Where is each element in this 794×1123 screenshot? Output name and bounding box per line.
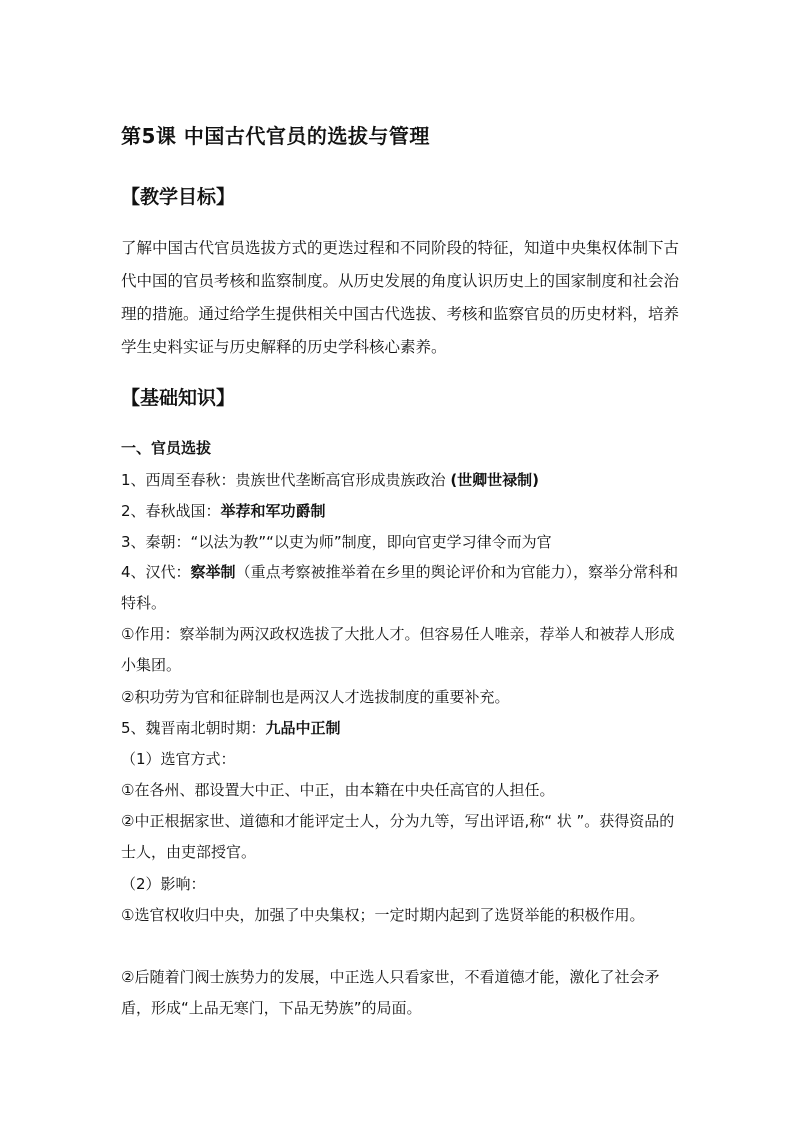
item-5-method-2: ②中正根据家世、道德和才能评定士人，分为九等，写出评语,称“ 状 ”。获得资品的士人，由吏部授官。 [121,812,675,861]
item-5 [121,718,681,738]
item-4-effect: ①作用：察举制为两汉政权选拔了大批人才。但容易任人唯亲，荐举人和被荐人形成小集团。 [121,625,675,674]
item-5-label: 5、魏晋南北朝时期： [121,719,266,737]
section-official-selection: 一、官员选拔 [121,439,212,457]
item-4-supplement: ②积功劳为官和征辟制也是两汉人才选拔制度的重要补充。 [121,688,510,706]
item-3: 3、秦朝：“以法为教”“以吏为师”制度，即向官吏学习律令而为官 [121,533,552,551]
item-2 [121,501,681,521]
item-5-impact-heading: （2）影响： [121,875,206,893]
basics-heading: 【基础知识】 [121,387,236,409]
item-4-bold: 察举制 [190,563,236,581]
item-4 [121,557,681,619]
item-1 [121,470,681,490]
item-4-detail: （重点考察被推举着在乡里的舆论评价和为官能力），察举分常科和特科。 [121,563,679,612]
item-1-bold: (世卿世禄制) [450,471,540,489]
item-5-method-heading: （1）选官方式： [121,750,236,768]
item-2-bold: 举荐和军功爵制 [220,502,326,520]
item-5-bold: 九品中正制 [265,719,341,737]
item-2-text: 2、春秋战国： [121,502,221,520]
lesson-title: 第5课 中国古代官员的选拔与管理 [121,124,430,148]
item-1-text: 1、西周至春秋：贵族世代垄断高官形成贵族政治 [121,471,451,489]
item-5-impact-2: ②后随着门阀士族势力的发展，中正选人只看家世，不看道德才能，激化了社会矛盾，形成“上品无寒门，下品无势族”的局面。 [121,968,660,1017]
item-5-method-1: ①在各州、郡设置大中正、中正，由本籍在中央任高官的人担任。 [121,781,555,799]
goals-heading: 【教学目标】 [121,186,236,208]
item-5-impact-1: ①选官权收归中央，加强了中央集权；一定时期内起到了选贤举能的积极作用。 [121,906,645,924]
goals-paragraph: 了解中国古代官员选拔方式的更迭过程和不同阶段的特征，知道中央集权体制下古代中国的官员考核和监察制度。从历史发展的角度认识历史上的国家制度和社会治理的措施。通过给学生提供相关中国古代选拔、考核和监察官员的历史材料，培养学生史料实证与历史解释的历史学科核心素养。 [121,239,680,356]
item-4-label: 4、汉代： [121,563,191,581]
